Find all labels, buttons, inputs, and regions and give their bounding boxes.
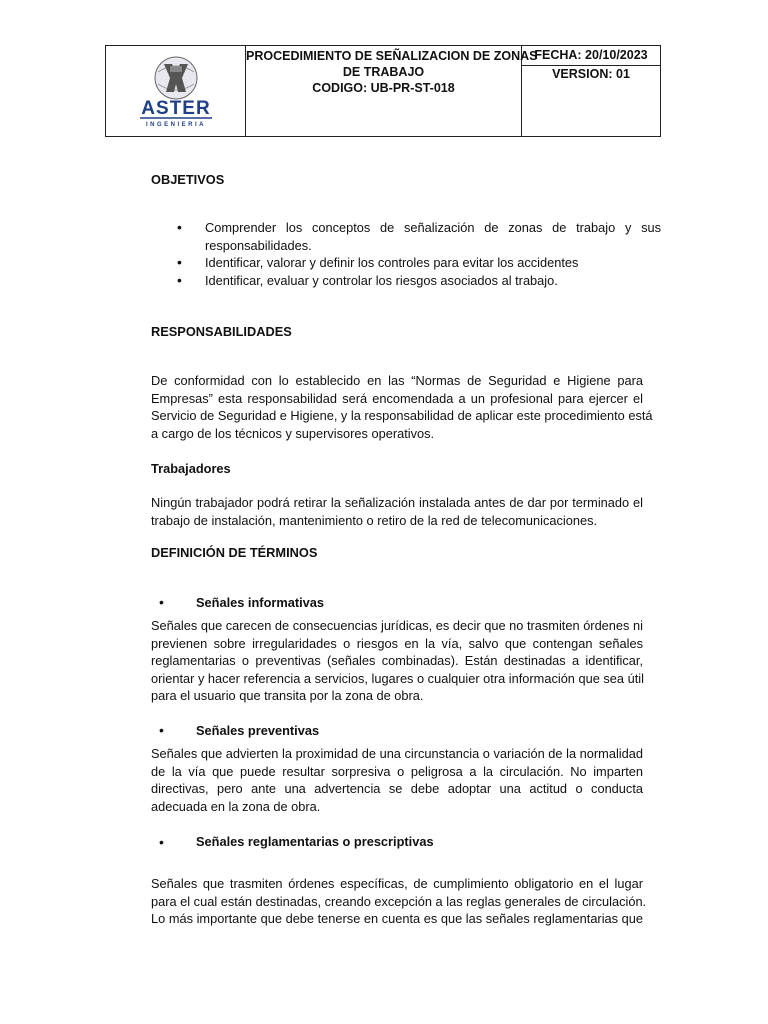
bullet-icon: • <box>159 594 164 610</box>
header-table <box>105 45 661 137</box>
trabajadores-paragraph: Ningún trabajador podrá retirar la señalización instalada antes de dar por terminado el trabajo de instalación, mantenimiento o retiro de la red de telecomunicaciones. <box>151 495 643 528</box>
responsabilidades-paragraph: De conformidad con lo establecido en las “Normas de Seguridad e Higiene para Empresas” esta responsabilidad será encomendada a un profesional para ejercer el Servicio de Seguridad e Higiene, y la responsabilidad de aplicar este procedimiento está a cargo de los técnicos y supervisores operativos. <box>151 373 653 441</box>
objetivo-item-1: Comprender los conceptos de señalización de zonas de trabajo y sus responsabilidades. <box>205 220 661 253</box>
bullet-icon: • <box>177 219 182 235</box>
document-version: VERSION: 01 <box>552 67 630 81</box>
bullet-icon: • <box>177 254 182 270</box>
bullet-icon: • <box>159 834 164 850</box>
objetivo-item-2: Identificar, valorar y definir los controles para evitar los accidentes <box>205 255 579 270</box>
bullet-icon: • <box>159 722 164 738</box>
reglamentarias-paragraph: Señales que trasmiten órdenes específicas, de cumplimiento obligatorio en el lugar para el cual están destinadas, creando excepción a las reglas generales de circulación. Lo más importante que debe tenerse en cuenta es que las señales reglamentarias que <box>151 876 647 926</box>
logo-wordmark: ASTER <box>141 98 211 119</box>
preventivas-title: Señales preventivas <box>196 723 320 738</box>
aster-logo-icon <box>120 52 232 132</box>
informativas-title: Señales informativas <box>196 595 325 610</box>
objetivo-item-3: Identificar, evaluar y controlar los riesgos asociados al trabajo. <box>205 273 558 288</box>
document-meta <box>522 46 660 136</box>
document-title <box>246 46 538 136</box>
title-line-1: PROCEDIMIENTO DE SEÑALIZACION DE ZONAS <box>246 49 538 63</box>
objetivos-heading: OBJETIVOS <box>151 172 225 187</box>
trabajadores-heading: Trabajadores <box>151 461 231 476</box>
company-logo <box>106 46 246 136</box>
document-code: CODIGO: UB-PR-ST-018 <box>312 81 455 95</box>
informativas-paragraph: Señales que carecen de consecuencias jurídicas, es decir que no trasmiten órdenes ni previenen sobre irregularidades o riesgos en la vía, salvo que contengan señales reglamentarias o preventivas (señales combinadas). Están destinadas a identificar, orientar y hacer referencia a servicios, lugares o cualquier otra información que sea útil para el usuario que transita por la zona de obra. <box>151 618 644 703</box>
responsabilidades-heading: RESPONSABILIDADES <box>151 324 292 339</box>
preventivas-paragraph: Señales que advierten la proximidad de una circunstancia o variación de la normalidad de la vía que puede resultar sorpresiva o peligrosa a la circulación. No imparten directivas, pero ante una advertencia se debe adoptar una actitud o conducta adecuada en la zona de obra. <box>151 746 643 814</box>
document-date: FECHA: 20/10/2023 <box>522 46 660 66</box>
definicion-heading: DEFINICIÓN DE TÉRMINOS <box>151 545 318 560</box>
logo-subtext: INGENIERIA <box>145 122 207 128</box>
bullet-icon: • <box>177 272 182 288</box>
reglamentarias-title: Señales reglamentarias o prescriptivas <box>196 834 434 849</box>
title-line-2: DE TRABAJO <box>342 65 425 79</box>
